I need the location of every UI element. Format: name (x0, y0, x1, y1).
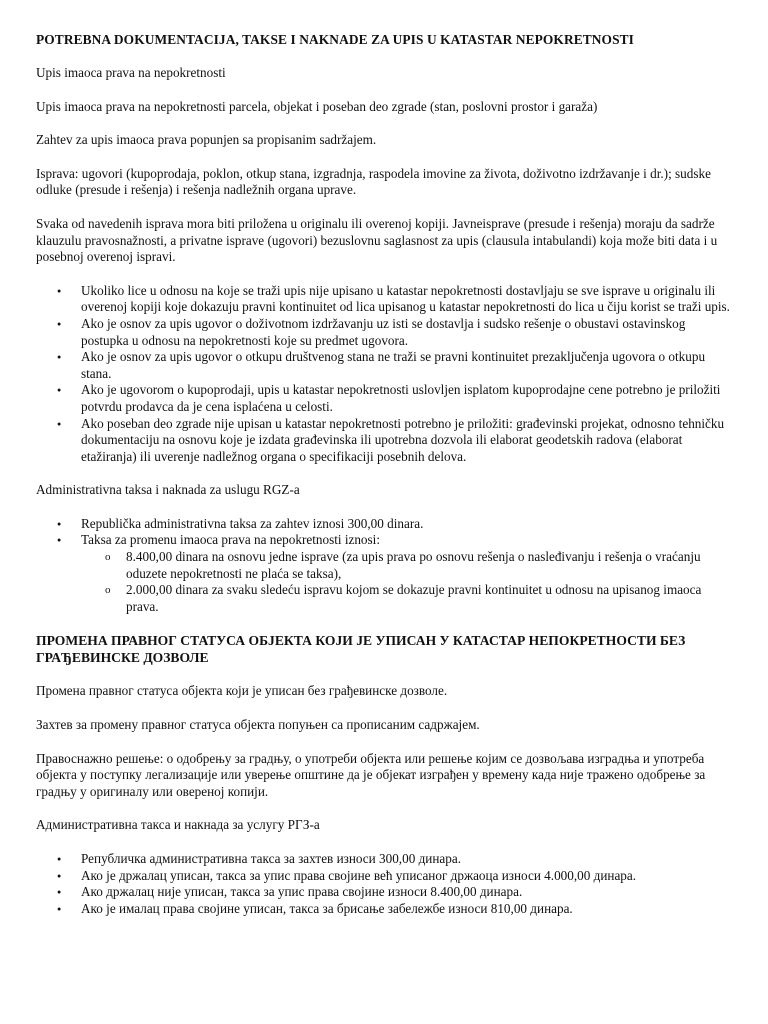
list-item (81, 532, 730, 615)
paragraph-fees-heading-cyrillic: Административна такса и накнада за услугу РГЗ-а (36, 817, 320, 833)
paragraph-request: Zahtev za upis imaoca prava popunjen sa propisanim sadržajem. (36, 132, 377, 148)
sublist-item: o 2.000,00 dinara za svaku sledeću ispravu kojom se dokazuje pravni kontinuitet u odnosu na upisanog imaoca prava. (126, 582, 730, 615)
list-item: ● Ako poseban deo zgrade nije upisan u katastar nepokretnosti potrebno je priložiti: građevinski projekat, odnosno tehničku dokumentaciju na osnovu koje je izdata građevinska ili upotrebna dozvola ili elaborat geodetskih radova (elaborat etažiranja) ili uverenje nadležnog organa o specifikaciji posebnih delova. (81, 416, 730, 466)
paragraph-status-request: Захтев за промену правног статуса објекта попуњен са прописаним садржајем. (36, 717, 480, 733)
list-item: ● Републичка административна такса за захтев износи 300,00 динара. (81, 851, 730, 868)
list-fees (36, 516, 730, 616)
list-item: ● Ako je ugovorom o kupoprodaji, upis u katastar nepokretnosti uslovljen isplatom kupoprodajne cene potrebno je priložiti potvrdu prodavca da je cena isplaćena u celosti. (81, 382, 730, 415)
sublist-item: o 8.400,00 dinara na osnovu jedne isprave (za upis prava po osnovu rešenja o nasleđivanju i rešenja o vraćanju oduzete nepokretnosti ne plaća se taksa), (126, 549, 730, 582)
paragraph-fees-heading: Administrativna taksa i naknada za uslugu RGZ-a (36, 482, 300, 498)
sublist-fees (81, 549, 730, 615)
paragraph-final-decision: Правоснажно решење: о одобрењу за градњу, о употреби објекта или решење којим се дозвољава изградња и употреба објекта у поступку легализације или уверење општине да је објекат изграђен у времену када није тражено одобрење за градњу у оригиналу или овереној копији. (36, 750, 706, 799)
paragraph-owner-registration: Upis imaoca prava na nepokretnosti (36, 65, 226, 80)
list-conditions (36, 283, 730, 466)
paragraph-status-change: Промена правног статуса објекта који је уписан без грађевинске дозволе. (36, 683, 448, 699)
paragraph-documents: Isprava: ugovori (kupoprodaja, poklon, otkup stana, izgradnja, raspodela imovine za života, doživotno izdržavanje i dr.); sudske odluke (presude i rešenja) i rešenja nadležnih organa uprave. (36, 165, 711, 198)
heading-legal-status: ПРОМЕНА ПРАВНОГ СТАТУСА ОБЈЕКТА КОЈИ ЈЕ УПИСАН У КАТАСТАР НЕПОКРЕТНОСТИ БЕЗ ГРАЂЕВИНСКЕ ДОЗВОЛЕ (36, 633, 686, 666)
list-item: ● Ukoliko lice u odnosu na koje se traži upis nije upisano u katastar nepokretnosti dostavljaju se sve isprave u originalu ili overenoj kopiji koje dokazuju pravni kontinuitet od lica upisanog u katastar nepokretnosti do lica u čiju korist se traži upis. (81, 283, 730, 316)
list-item: ● Ako je osnov za upis ugovor o doživotnom izdržavanju uz isti se dostavlja i sudsko rešenje o obustavi ostavinskog postupka u odnosu na nepokretnosti koje su predmet ugovora. (81, 316, 730, 349)
list-item-text: Taksa za promenu imaoca prava na nepokretnosti iznosi: (81, 532, 380, 548)
list-item: ● Ако је држалац уписан, такса за упис права својине већ уписаног држаоца износи 4.000,00 динара. (81, 868, 730, 885)
paragraph-owner-registration-detail: Upis imaoca prava na nepokretnosti parcela, objekat i poseban deo zgrade (stan, poslovni prostor i garaža) (36, 98, 598, 114)
paragraph-originals: Svaka od navedenih isprava mora biti priložena u originalu ili overenoj kopiji. Javneisprave (presude i rešenja) moraju da sadrže klauzulu pravosnažnosti, a privatne isprave (ugovori) bezuslovnu saglasnost za upis (clausula intabulandi) koja može biti data i u posebnoj overenoj ispravi. (36, 215, 718, 265)
list-item: ● Republička administrativna taksa za zahtev iznosi 300,00 dinara. (81, 516, 730, 533)
list-fees-cyrillic (36, 851, 730, 917)
list-item: ● Ako je osnov za upis ugovor o otkupu društvenog stana ne traži se pravni kontinuitet prezaključenja ugovora o otkupu stana. (81, 349, 730, 382)
list-item: ● Ако је ималац права својине уписан, такса за брисање забележбе износи 810,00 динара. (81, 901, 730, 918)
heading-documentation: POTREBNA DOKUMENTACIJA, TAKSE I NAKNADE ZA UPIS U KATASTAR NEPOKRETNOSTI (36, 32, 634, 47)
list-item: ● Ако држалац није уписан, такса за упис права својине износи 8.400,00 динара. (81, 884, 730, 901)
